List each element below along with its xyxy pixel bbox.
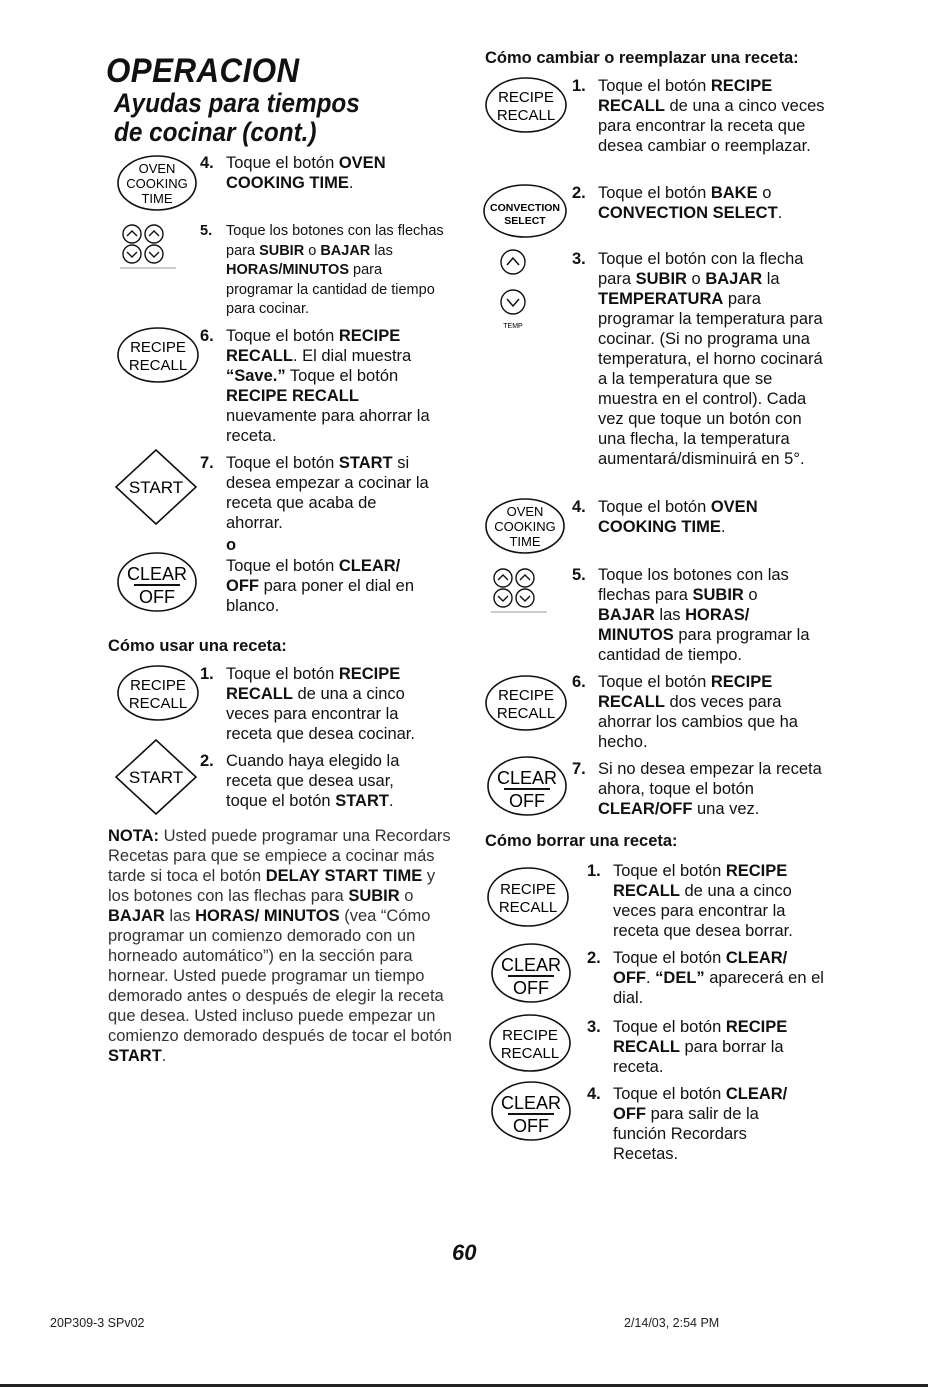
bold-text: RECIPE RECALL [613,862,788,900]
left-step-6: 6. Toque el botón RECIPE RECALL. El dial muestra “Save.” Toque el botón RECIPE RECALL nuevamente para ahorrar la receta. [200,327,430,445]
or-word: o [226,536,237,554]
svg-text:TIME: TIME [141,191,173,206]
bold-text: START [338,454,393,472]
bold-text: SUBIR [635,270,687,288]
bold-text: BAJAR [598,606,655,624]
svg-text:TIME: TIME [509,534,541,549]
svg-text:RECIPE: RECIPE [498,89,554,106]
text-run: o [757,184,772,202]
change-step-7: 7. Si no desea empezar la receta ahora, toque el botón CLEAR/OFF una vez. [572,760,822,818]
bold-text: START [108,1047,162,1065]
bold-text: OVEN COOKING TIME [598,498,758,536]
bold-text: BAJAR [705,270,763,288]
svg-text:SELECT: SELECT [504,215,546,227]
bold-text: RECIPE RECALL [613,1018,788,1056]
text-run: (vea “Cómo programar un comienzo demorado con un horneado automático”) en la sección para hornear. Usted puede programar un tiempo demorado antes o después de elegir la receta que desea. Usted incluso puede empezar un comienzo demorado después de tocar el botón [108,907,452,1045]
svg-text:OFF: OFF [139,587,175,607]
svg-text:RECALL: RECALL [496,705,556,722]
bold-text: SUBIR [348,887,400,905]
svg-text:RECIPE: RECIPE [130,677,186,694]
text-run: Usted puede programar una Recordars Recetas para que se empiece a cocinar más tarde si toca el botón [108,827,451,885]
text-run: . [388,792,394,810]
text-run: . [161,1047,167,1065]
svg-text:RECIPE: RECIPE [130,339,186,356]
text-run: Toque el botón [285,367,399,385]
text-run: . El dial muestra [292,347,412,365]
text-run: Toque el botón [226,154,339,172]
start-icon [114,448,198,526]
text-run: las [370,242,393,259]
left-step-5: 5. Toque los botones con las flechas para SUBIR o BAJAR las HORAS/MINUTOS para programar la cantidad de tiempo para cocinar. [200,223,444,317]
text-run: . [720,518,726,536]
use-step-2: 2. Cuando haya elegido la receta que desea usar, toque el botón START. [200,752,400,810]
bold-text: RECIPE RECALL [598,673,773,711]
text-run: aparecerá en el dial. [613,969,824,1007]
text-run: o [743,586,758,604]
text-run: una vez. [692,800,760,818]
text-run: para programar la temperatura para cocinar. (Si no programa una temperatura, el horno cocinará a la temperatura que se muestra en el control). Cada vez que toque un botón con una flecha, la temperatura aumentará/disminuirá en 5°. [598,290,823,468]
clear-off-icon [486,755,568,817]
bold-text: BAJAR [320,242,371,259]
recipe-recall-icon [116,326,200,384]
text-run: . [777,204,783,222]
text-run: dos veces para ahorrar los cambios que ha hecho. [598,693,798,751]
text-run: Toque el botón [613,1085,726,1103]
bold-text: “Save.” [226,367,286,385]
svg-text:START: START [128,768,184,787]
text-run: las [164,907,196,925]
svg-text:RECALL: RECALL [128,695,188,712]
text-run: para poner el dial en blanco. [226,577,415,615]
text-run: para programar la cantidad de tiempo. [598,626,810,664]
bold-text: NOTA: [108,827,160,845]
temp-arrows-icon [497,246,541,332]
svg-text:COOKING: COOKING [494,519,556,534]
svg-text:CLEAR: CLEAR [126,564,188,584]
svg-text:OFF: OFF [513,1116,549,1136]
delete-step-1: 1. Toque el botón RECIPE RECALL de una a cinco veces para encontrar la receta que desea borrar. [587,862,793,940]
bold-text: RECIPE RECALL [226,665,401,703]
text-run: para salir de la función Recordars Recetas. [613,1105,759,1163]
svg-text:START: START [128,478,184,497]
bold-text: START [335,792,389,810]
text-run: Toque el botón [598,498,711,516]
page-title: OPERACION [106,52,300,90]
change-step-5: 5. Toque los botones con las flechas para SUBIR o BAJAR las HORAS/ MINUTOS para programar la cantidad de tiempo. [572,566,810,664]
change-step-1: 1. Toque el botón RECIPE RECALL de una a cinco veces para encontrar la receta que desea cambiar o reemplazar. [572,77,825,155]
svg-text:OVEN: OVEN [138,161,176,176]
bold-text: SUBIR [692,586,744,604]
text-run: Toque el botón [226,454,339,472]
svg-text:COOKING: COOKING [126,176,188,191]
bold-text: SUBIR [259,242,305,259]
text-run: de una a cinco veces para encontrar la receta que desea cambiar o reemplazar. [598,97,825,155]
use-recipe-heading: Cómo usar una receta: [108,637,287,655]
svg-text:CONVECTION: CONVECTION [489,202,561,214]
text-run: para programar la cantidad de tiempo para cocinar. [226,262,435,317]
svg-text:CLEAR: CLEAR [496,768,558,788]
recipe-recall-icon [484,674,568,732]
bold-text: RECIPE RECALL [226,327,401,365]
svg-text:RECALL: RECALL [496,107,556,124]
svg-text:RECIPE: RECIPE [498,687,554,704]
text-run: Toque el botón [613,862,726,880]
recipe-recall-icon [116,664,200,722]
change-step-4: 4. Toque el botón OVEN COOKING TIME. [572,498,758,536]
bold-text: BAKE [710,184,758,202]
text-run: Toque el botón [226,557,339,575]
svg-text:CLEAR: CLEAR [500,955,562,975]
text-run: nuevamente para ahorrar la receta. [226,407,430,445]
svg-text:RECALL: RECALL [500,1045,560,1062]
text-run: Toque el botón [613,1018,726,1036]
section-subtitle-line2: de cocinar (cont.) [114,117,317,147]
change-step-6: 6. Toque el botón RECIPE RECALL dos veces para ahorrar los cambios que ha hecho. [572,673,798,751]
text-run: para borrar la receta. [613,1038,784,1076]
svg-text:RECALL: RECALL [498,899,558,916]
footer-timestamp: 2/14/03, 2:54 PM [624,1316,720,1330]
change-step-3: 3. Toque el botón con la flecha para SUBIR o BAJAR la TEMPERATURA para programar la temperatura para cocinar. (Si no programa una temperatura, el horno cocinará a la temperatura que se muestra en el control). Cada vez que toque un botón con una flecha, la temperatura aumentará/disminuirá en 5°. [572,250,823,468]
hour-min-arrows-icon [487,566,563,620]
delete-recipe-heading: Cómo borrar una receta: [485,832,678,850]
bold-text: HORAS/MINUTOS [226,262,349,278]
change-recipe-heading: Cómo cambiar o reemplazar una receta: [485,49,799,67]
text-run: Toque los botones con las flechas para [598,566,789,604]
clear-off-icon [490,942,572,1004]
delete-step-3: 3. Toque el botón RECIPE RECALL para borrar la receta. [587,1018,788,1076]
text-run: si desea empezar a cocinar la receta que acaba de ahorrar. [226,454,429,532]
text-run: . [646,969,656,987]
page-number: 60 [452,1240,477,1265]
bold-text: CLEAR/OFF [598,800,693,818]
delete-step-4: 4. Toque el botón CLEAR/ OFF para salir de la función Recordars Recetas. [587,1085,788,1163]
text-run: Si no desea empezar la receta ahora, toque el botón [598,760,822,798]
oven-cooking-time-icon [484,497,566,555]
bold-text: RECIPE RECALL [226,387,359,405]
change-step-2: 2. Toque el botón BAKE o CONVECTION SELECT. [572,184,783,222]
use-step-1: 1. Toque el botón RECIPE RECALL de una a cinco veces para encontrar la receta que desea cocinar. [200,665,415,743]
svg-text:OVEN: OVEN [506,504,544,519]
svg-text:RECALL: RECALL [128,357,188,374]
text-run: la [762,270,780,288]
bold-text: BAJAR [108,907,165,925]
delete-step-2: 2. Toque el botón CLEAR/ OFF. “DEL” aparecerá en el dial. [587,949,824,1007]
oven-cooking-time-icon [116,154,198,212]
bold-text: RECIPE RECALL [598,77,773,115]
text-run: Toque los botones con las flechas para [226,223,444,259]
text-run: Toque el botón [226,665,339,683]
bold-text: “DEL” [655,969,705,987]
bold-text: TEMPERATURA [598,290,724,308]
recipe-recall-icon [488,1013,572,1073]
left-step-7: 7. Toque el botón START si desea empezar a cocinar la receta que acaba de ahorrar. [200,454,429,532]
text-run: o [686,270,706,288]
hour-min-arrows-icon [116,222,192,276]
clear-off-icon [490,1080,572,1142]
svg-text:RECIPE: RECIPE [502,1027,558,1044]
text-run: o [304,242,321,259]
left-step-4: 4. Toque el botón OVEN COOKING TIME. [200,154,386,192]
clear-off-icon [116,551,198,613]
bold-text: DELAY START TIME [265,867,423,885]
text-run: de una a cinco veces para encontrar la receta que desea cocinar. [226,685,415,743]
text-run: Toque el botón [598,77,711,95]
recipe-recall-icon [486,866,570,928]
text-run: Toque el botón con la flecha para [598,250,804,288]
text-run: Toque el botón [226,327,339,345]
svg-text:OFF: OFF [513,978,549,998]
text-run: de una a cinco veces para encontrar la receta que desea borrar. [613,882,793,940]
bold-text: OVEN COOKING TIME [226,154,386,192]
note-paragraph [108,826,454,1066]
svg-text:OFF: OFF [509,791,545,811]
text-run: Toque el botón [598,184,711,202]
bold-text: HORAS/ MINUTOS [195,907,340,925]
text-run: Toque el botón [613,949,726,967]
svg-text:CLEAR: CLEAR [500,1093,562,1113]
left-or-step [226,556,436,616]
start-icon [114,738,198,816]
text-run: o [399,887,414,905]
svg-text:TEMP: TEMP [503,323,523,330]
bold-text: CLEAR/ OFF [613,949,788,987]
svg-text:RECIPE: RECIPE [500,881,556,898]
text-run: Toque el botón [598,673,711,691]
text-run: y los botones con las flechas para [108,867,436,905]
bold-text: CLEAR/ OFF [226,557,401,595]
text-run: Cuando haya elegido la receta que desea usar, toque el botón [226,752,400,810]
bold-text: HORAS/ MINUTOS [598,606,750,644]
text-run: las [654,606,686,624]
section-subtitle-line1: Ayudas para tiempos [114,88,360,118]
bold-text: CONVECTION SELECT [598,204,778,222]
bold-text: CLEAR/ OFF [613,1085,788,1123]
convection-select-icon [482,183,568,239]
recipe-recall-icon [484,76,568,134]
footer-doc-code: 20P309-3 SPv02 [50,1316,145,1330]
text-run: . [348,174,354,192]
